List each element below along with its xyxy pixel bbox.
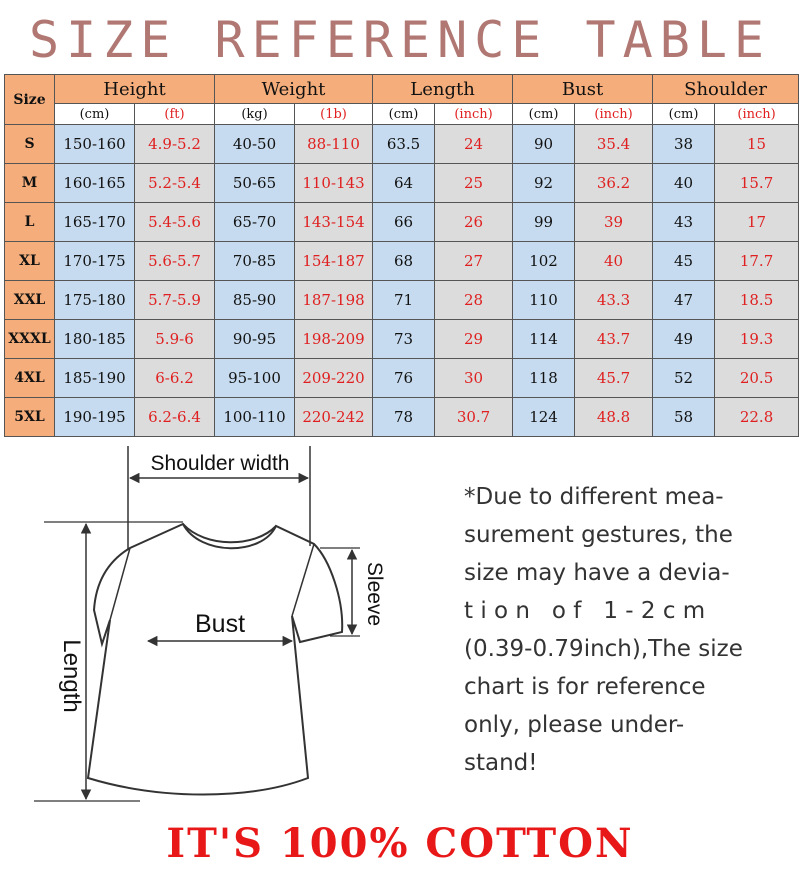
size-column-header: Size bbox=[5, 75, 55, 125]
table-cell: 95-100 bbox=[215, 359, 295, 398]
table-cell: 5.7-5.9 bbox=[135, 281, 215, 320]
table-cell: 30.7 bbox=[435, 398, 513, 437]
table-cell: 102 bbox=[513, 242, 575, 281]
table-cell: 52 bbox=[653, 359, 715, 398]
table-cell: 92 bbox=[513, 164, 575, 203]
shoulder-width-label: Shoulder width bbox=[150, 452, 290, 475]
table-cell: 66 bbox=[373, 203, 435, 242]
table-cell: 100-110 bbox=[215, 398, 295, 437]
table-cell: 209-220 bbox=[295, 359, 373, 398]
table-cell: 22.8 bbox=[715, 398, 799, 437]
table-cell: 35.4 bbox=[575, 125, 653, 164]
unit-header: (kg) bbox=[215, 104, 295, 125]
table-cell: 6.2-6.4 bbox=[135, 398, 215, 437]
weight-header: Weight bbox=[215, 75, 373, 104]
table-cell: 85-90 bbox=[215, 281, 295, 320]
unit-header: (cm) bbox=[373, 104, 435, 125]
table-cell: 24 bbox=[435, 125, 513, 164]
table-cell: 99 bbox=[513, 203, 575, 242]
table-cell: 29 bbox=[435, 320, 513, 359]
note-line: surement gestures, the bbox=[464, 522, 733, 548]
table-cell: 190-195 bbox=[55, 398, 135, 437]
table-cell: 39 bbox=[575, 203, 653, 242]
unit-header: (cm) bbox=[513, 104, 575, 125]
table-row bbox=[5, 281, 799, 320]
table-cell: 18.5 bbox=[715, 281, 799, 320]
table-cell: 198-209 bbox=[295, 320, 373, 359]
note-line: *Due to different mea- bbox=[464, 484, 724, 510]
table-cell: 40 bbox=[653, 164, 715, 203]
table-cell: 5.6-5.7 bbox=[135, 242, 215, 281]
table-cell: 30 bbox=[435, 359, 513, 398]
length-header: Length bbox=[373, 75, 513, 104]
note-line: t i o n o f 1 - 2 c m bbox=[464, 598, 706, 624]
table-cell: 150-160 bbox=[55, 125, 135, 164]
table-cell: 25 bbox=[435, 164, 513, 203]
table-cell: 36.2 bbox=[575, 164, 653, 203]
table-cell: 43.7 bbox=[575, 320, 653, 359]
table-cell: 28 bbox=[435, 281, 513, 320]
table-cell: 76 bbox=[373, 359, 435, 398]
table-cell: 48.8 bbox=[575, 398, 653, 437]
table-row bbox=[5, 398, 799, 437]
table-cell: 71 bbox=[373, 281, 435, 320]
table-cell: 70-85 bbox=[215, 242, 295, 281]
table-cell: 65-70 bbox=[215, 203, 295, 242]
unit-header: (cm) bbox=[55, 104, 135, 125]
unit-header-row bbox=[5, 104, 799, 125]
bust-header: Bust bbox=[513, 75, 653, 104]
table-cell: 78 bbox=[373, 398, 435, 437]
unit-header: (inch) bbox=[715, 104, 799, 125]
table-row bbox=[5, 164, 799, 203]
table-cell: 5.9-6 bbox=[135, 320, 215, 359]
length-label: Length bbox=[58, 639, 85, 713]
cotton-banner: IT'S 100% COTTON bbox=[166, 820, 634, 867]
table-row bbox=[5, 320, 799, 359]
table-cell: 175-180 bbox=[55, 281, 135, 320]
height-header: Height bbox=[55, 75, 215, 104]
table-cell: 38 bbox=[653, 125, 715, 164]
table-cell: 15.7 bbox=[715, 164, 799, 203]
table-cell: 90-95 bbox=[215, 320, 295, 359]
table-cell: 180-185 bbox=[55, 320, 135, 359]
table-row bbox=[5, 242, 799, 281]
note-line: chart is for reference bbox=[464, 674, 706, 700]
unit-header: (1b) bbox=[295, 104, 373, 125]
table-cell: 43 bbox=[653, 203, 715, 242]
table-cell: 110 bbox=[513, 281, 575, 320]
table-cell: 15 bbox=[715, 125, 799, 164]
unit-header: (inch) bbox=[435, 104, 513, 125]
table-cell: 185-190 bbox=[55, 359, 135, 398]
table-cell: 68 bbox=[373, 242, 435, 281]
deviation-note bbox=[464, 478, 784, 782]
sleeve-label: Sleeve bbox=[363, 561, 386, 627]
table-cell: 49 bbox=[653, 320, 715, 359]
table-cell: 19.3 bbox=[715, 320, 799, 359]
unit-header: (cm) bbox=[653, 104, 715, 125]
table-cell: 5.4-5.6 bbox=[135, 203, 215, 242]
size-cell: M bbox=[5, 164, 55, 203]
size-cell: 5XL bbox=[5, 398, 55, 437]
table-cell: 170-175 bbox=[55, 242, 135, 281]
table-cell: 63.5 bbox=[373, 125, 435, 164]
table-cell: 58 bbox=[653, 398, 715, 437]
size-reference-table bbox=[4, 74, 799, 437]
table-cell: 17 bbox=[715, 203, 799, 242]
table-cell: 154-187 bbox=[295, 242, 373, 281]
note-line: only, please under- bbox=[464, 712, 685, 738]
page-title: SIZE REFERENCE TABLE bbox=[28, 11, 772, 69]
table-row bbox=[5, 125, 799, 164]
table-cell: 20.5 bbox=[715, 359, 799, 398]
table-cell: 160-165 bbox=[55, 164, 135, 203]
table-cell: 64 bbox=[373, 164, 435, 203]
table-row bbox=[5, 203, 799, 242]
unit-header: (ft) bbox=[135, 104, 215, 125]
size-cell: XL bbox=[5, 242, 55, 281]
table-cell: 5.2-5.4 bbox=[135, 164, 215, 203]
table-cell: 27 bbox=[435, 242, 513, 281]
shoulder-header: Shoulder bbox=[653, 75, 799, 104]
bust-label: Bust bbox=[194, 610, 246, 638]
table-cell: 114 bbox=[513, 320, 575, 359]
size-cell: XXXL bbox=[5, 320, 55, 359]
table-cell: 45.7 bbox=[575, 359, 653, 398]
table-cell: 47 bbox=[653, 281, 715, 320]
table-cell: 88-110 bbox=[295, 125, 373, 164]
group-header-row bbox=[5, 75, 799, 104]
table-cell: 50-65 bbox=[215, 164, 295, 203]
note-line: size may have a devia- bbox=[464, 560, 730, 586]
tshirt-diagram bbox=[0, 440, 440, 820]
table-cell: 220-242 bbox=[295, 398, 373, 437]
size-cell: XXL bbox=[5, 281, 55, 320]
table-cell: 4.9-5.2 bbox=[135, 125, 215, 164]
table-cell: 118 bbox=[513, 359, 575, 398]
table-cell: 110-143 bbox=[295, 164, 373, 203]
note-line: stand! bbox=[464, 750, 538, 776]
table-cell: 17.7 bbox=[715, 242, 799, 281]
table-cell: 45 bbox=[653, 242, 715, 281]
size-cell: 4XL bbox=[5, 359, 55, 398]
size-cell: L bbox=[5, 203, 55, 242]
table-cell: 124 bbox=[513, 398, 575, 437]
table-cell: 43.3 bbox=[575, 281, 653, 320]
table-cell: 40-50 bbox=[215, 125, 295, 164]
table-cell: 143-154 bbox=[295, 203, 373, 242]
table-cell: 187-198 bbox=[295, 281, 373, 320]
note-line: (0.39-0.79inch),The size bbox=[464, 636, 743, 662]
table-cell: 40 bbox=[575, 242, 653, 281]
table-cell: 6-6.2 bbox=[135, 359, 215, 398]
table-cell: 165-170 bbox=[55, 203, 135, 242]
size-cell: S bbox=[5, 125, 55, 164]
unit-header: (inch) bbox=[575, 104, 653, 125]
table-cell: 90 bbox=[513, 125, 575, 164]
table-cell: 26 bbox=[435, 203, 513, 242]
table-cell: 73 bbox=[373, 320, 435, 359]
table-row bbox=[5, 359, 799, 398]
